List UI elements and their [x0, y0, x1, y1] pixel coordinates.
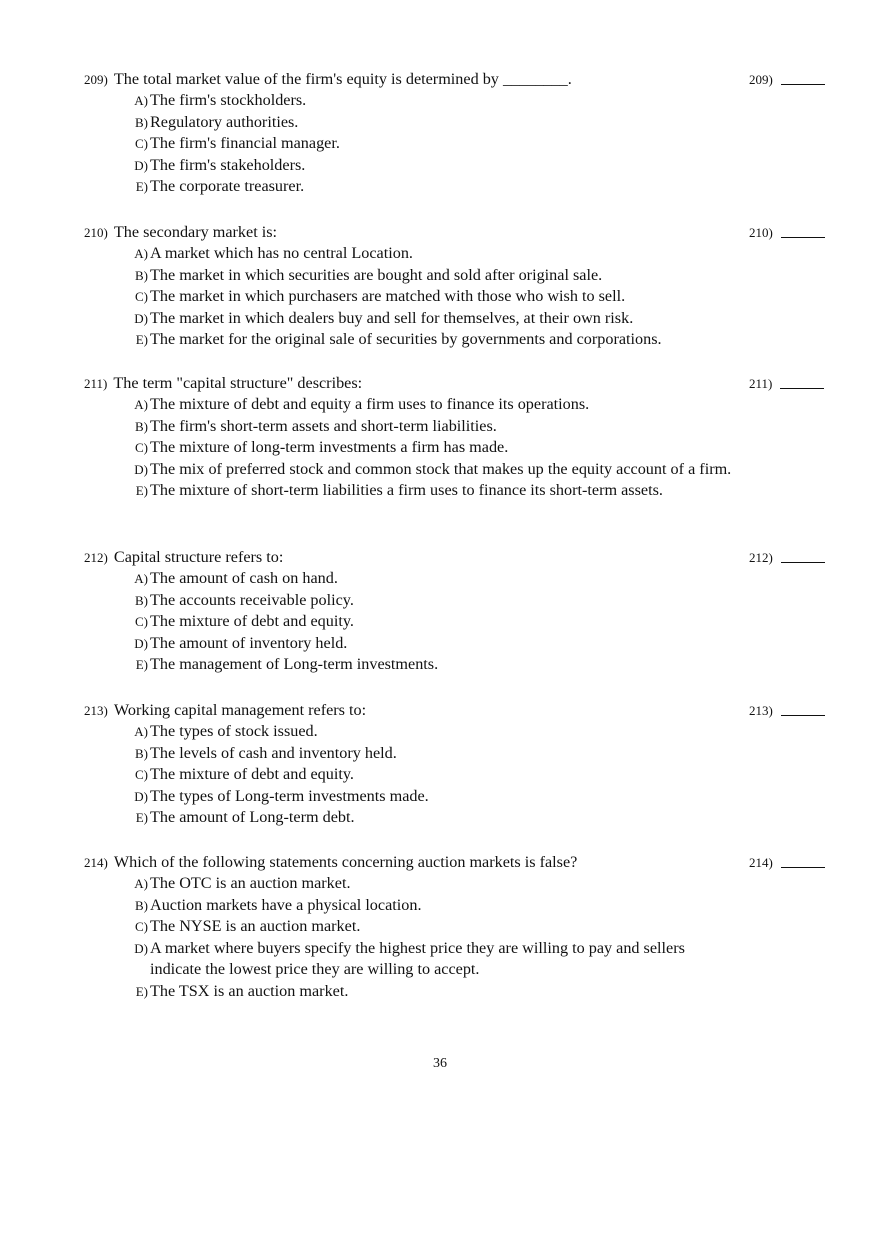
option-c — [84, 764, 740, 786]
option-text: The firm's stockholders. — [150, 91, 307, 109]
option-e — [84, 981, 740, 1003]
option-letter: D) — [134, 635, 148, 651]
answer-blank[interactable] — [781, 853, 825, 868]
answer-number: 213) — [749, 703, 773, 718]
option-letter: C) — [135, 614, 148, 630]
option-b — [84, 590, 740, 612]
option-b — [84, 265, 740, 287]
option-letter: E) — [135, 179, 148, 195]
question-number: 213) — [84, 703, 108, 718]
option-letter: C) — [135, 440, 148, 456]
question-text: The term "capital structure" describes: — [113, 374, 363, 392]
option-text: A market which has no central Location. — [150, 244, 413, 262]
option-letter: E) — [135, 332, 148, 348]
option-letter: D) — [134, 310, 148, 326]
option-text: The levels of cash and inventory held. — [150, 743, 397, 762]
page-number: 36 — [433, 1056, 447, 1071]
option-letter: D) — [134, 461, 148, 477]
question-number: 209) — [84, 72, 108, 87]
option-b — [84, 416, 740, 438]
question-number: 212) — [84, 550, 108, 565]
option-letter: A) — [134, 571, 148, 586]
option-letter: C) — [135, 919, 148, 935]
option-letter: C) — [135, 767, 148, 783]
option-e — [84, 329, 740, 351]
question-212 — [84, 546, 834, 676]
question-text: Which of the following statements concerning auction markets is false? — [113, 853, 578, 871]
option-text: The OTC is an auction market. — [150, 874, 351, 892]
answer-number: 210) — [749, 225, 773, 240]
question-header — [84, 546, 834, 568]
option-letter: B) — [135, 745, 148, 761]
question-text: Capital structure refers to: — [113, 548, 284, 566]
answer-number: 212) — [749, 550, 773, 565]
question-211 — [84, 372, 834, 502]
option-text: The amount of Long-term debt. — [150, 808, 355, 827]
question-text: Working capital management refers to: — [113, 701, 367, 719]
question-number: 214) — [84, 855, 108, 870]
option-letter: A) — [134, 397, 148, 412]
option-d — [84, 459, 740, 481]
option-c — [84, 916, 740, 938]
option-text: The accounts receivable policy. — [150, 590, 354, 609]
option-d — [84, 633, 740, 655]
option-letter: A) — [134, 246, 148, 261]
option-text: A market where buyers specify the highest price they are willing to pay and sellers indicate the lowest price they are willing to accept. — [150, 938, 685, 979]
question-header — [84, 68, 834, 90]
option-letter: A) — [134, 93, 148, 108]
option-c — [84, 133, 740, 155]
option-e — [84, 654, 740, 676]
answer-slot[interactable] — [749, 851, 825, 873]
answer-blank[interactable] — [781, 223, 825, 238]
option-d — [84, 938, 740, 981]
option-text: The market in which dealers buy and sell for themselves, at their own risk. — [150, 308, 634, 327]
question-213 — [84, 699, 834, 829]
option-e — [84, 480, 740, 502]
option-a — [84, 873, 740, 895]
option-text: The mixture of debt and equity. — [150, 612, 354, 631]
question-number: 210) — [84, 225, 108, 240]
answer-blank[interactable] — [781, 548, 825, 563]
option-a — [84, 243, 740, 265]
option-text: The firm's short-term assets and short-term liabilities. — [150, 416, 497, 435]
option-a — [84, 721, 740, 743]
option-letter: D) — [134, 940, 148, 956]
option-text: Regulatory authorities. — [150, 112, 299, 131]
option-text: The firm's financial manager. — [150, 134, 340, 153]
option-letter: B) — [135, 592, 148, 608]
option-d — [84, 786, 740, 808]
option-letter: C) — [135, 136, 148, 152]
option-text: The NYSE is an auction market. — [150, 917, 361, 936]
option-letter: B) — [135, 267, 148, 283]
option-a — [84, 90, 740, 112]
option-d — [84, 308, 740, 330]
option-c — [84, 611, 740, 633]
option-b — [84, 743, 740, 765]
option-a — [84, 568, 740, 590]
option-text: The mixture of debt and equity. — [150, 765, 354, 784]
answer-number: 211) — [749, 376, 773, 391]
options-list — [84, 721, 834, 829]
option-text: The firm's stakeholders. — [150, 155, 306, 174]
question-text: The secondary market is: — [113, 223, 278, 241]
option-text: The TSX is an auction market. — [150, 981, 349, 1000]
options-list — [84, 394, 834, 502]
question-209 — [84, 68, 834, 198]
question-214 — [84, 851, 834, 1003]
option-text: The mixture of long-term investments a firm has made. — [150, 438, 509, 457]
option-text: The corporate treasurer. — [150, 177, 305, 196]
answer-blank[interactable] — [781, 70, 825, 85]
question-text: The total market value of the firm's equity is determined by ________. — [113, 70, 572, 88]
option-e — [84, 176, 740, 198]
option-b — [84, 895, 740, 917]
question-header — [84, 851, 834, 873]
option-letter: D) — [134, 788, 148, 804]
option-letter: A) — [134, 724, 148, 739]
answer-blank[interactable] — [781, 701, 825, 716]
option-text: The market in which purchasers are matched with those who wish to sell. — [150, 287, 626, 306]
answer-slot[interactable] — [749, 372, 824, 394]
option-a — [84, 394, 740, 416]
options-list — [84, 568, 834, 676]
option-text: The management of Long-term investments. — [150, 655, 439, 674]
options-list — [84, 873, 834, 1003]
option-b — [84, 112, 740, 134]
option-text: The amount of cash on hand. — [150, 569, 338, 587]
option-letter: B) — [135, 897, 148, 913]
option-text: The mixture of debt and equity a firm uses to finance its operations. — [150, 395, 590, 413]
answer-slot[interactable] — [749, 699, 825, 721]
option-c — [84, 286, 740, 308]
option-letter: C) — [135, 289, 148, 305]
answer-number: 209) — [749, 72, 773, 87]
answer-slot[interactable] — [749, 221, 825, 243]
option-text: The amount of inventory held. — [150, 633, 348, 652]
option-c — [84, 437, 740, 459]
answer-slot[interactable] — [749, 546, 825, 568]
option-text: The types of Long-term investments made. — [150, 786, 429, 805]
option-letter: B) — [135, 114, 148, 130]
option-letter: E) — [135, 810, 148, 826]
answer-slot[interactable] — [749, 68, 825, 90]
option-text: The mix of preferred stock and common stock that makes up the equity account of a firm. — [150, 459, 732, 478]
option-text: The market for the original sale of securities by governments and corporations. — [150, 330, 662, 349]
option-letter: E) — [135, 657, 148, 673]
option-e — [84, 807, 740, 829]
answer-number: 214) — [749, 855, 773, 870]
options-list — [84, 90, 834, 198]
options-list — [84, 243, 834, 351]
question-header — [84, 221, 834, 243]
answer-blank[interactable] — [780, 374, 824, 389]
option-letter: D) — [134, 157, 148, 173]
option-letter: E) — [135, 983, 148, 999]
question-number: 211) — [84, 376, 108, 391]
option-text: The mixture of short-term liabilities a firm uses to finance its short-term assets. — [150, 481, 663, 500]
question-header — [84, 372, 834, 394]
question-header — [84, 699, 834, 721]
option-d — [84, 155, 740, 177]
option-text: Auction markets have a physical location. — [150, 895, 422, 914]
option-letter: B) — [135, 418, 148, 434]
option-text: The market in which securities are bought and sold after original sale. — [150, 265, 603, 284]
option-text: The types of stock issued. — [150, 722, 318, 740]
option-letter: E) — [135, 483, 148, 499]
option-letter: A) — [134, 876, 148, 891]
question-210 — [84, 221, 834, 351]
